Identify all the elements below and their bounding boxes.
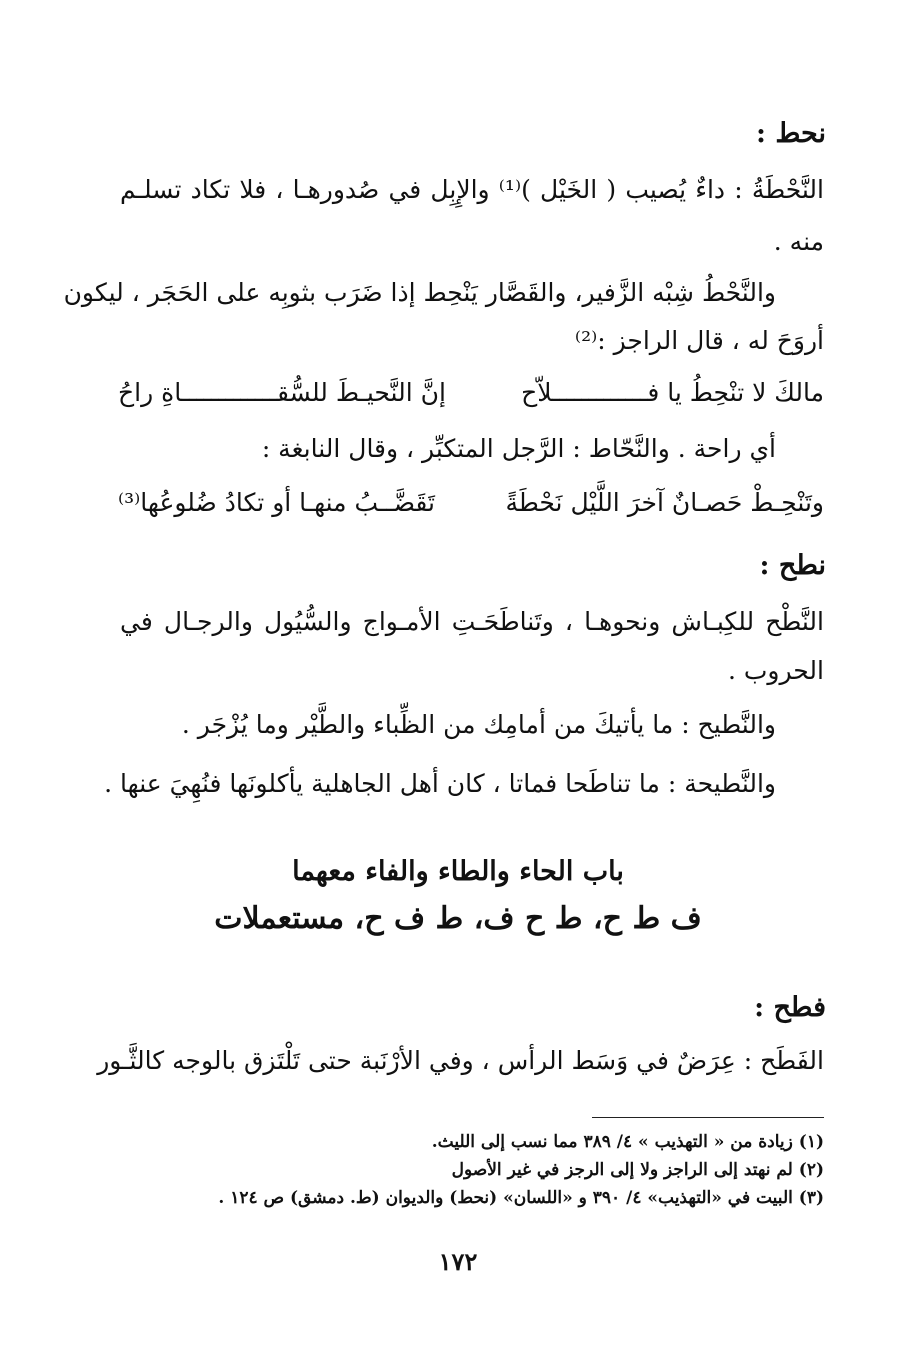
text-line: الفَطَح : عِرَضٌ في وَسَط الرأس ، وفي الأرْنَبة حتى تَلْتَزق بالوجه كالثَّـور xyxy=(97,1046,824,1075)
footnote-2: (٢) لم نهتد إلى الراجز ولا إلى الرجز في غير الأصول xyxy=(451,1160,824,1180)
chapter-title: باب الحاء والطاء والفاء معهما xyxy=(292,856,624,887)
verse-2-hemistich-left: تَقَضَّــبُ منهـا أو تكادُ ضُلوعُها⁽³⁾ xyxy=(118,488,435,517)
text-line: النَّحْطَةُ : داءٌ يُصيب ( الخَيْل )⁽¹⁾ والإِبِل في صُدورهـا ، فلا تكاد تسلـم xyxy=(120,175,824,204)
footnote-rule xyxy=(592,1117,824,1118)
headword-natah: نطح : xyxy=(759,550,826,581)
text-line: أروَحَ له ، قال الراجز :⁽²⁾ xyxy=(574,326,824,355)
page-number: ١٧٢ xyxy=(438,1247,478,1276)
text-line: والنَّحْطُ شِبْه الزَّفير، والقَصَّار يَنْحِط إذا ضَرَب بثوبِه على الحَجَر ، ليكون xyxy=(63,278,776,307)
chapter-subtitle: ف ط ح، ط ح ف، ط ف ح، مستعملات xyxy=(214,901,702,936)
text-line: والنَّطيحة : ما تناطَحا فماتا ، كان أهل الجاهلية يأكلونَها فنُهِيَ عنها . xyxy=(104,769,776,798)
verse-2-hemistich-right: وتَنْحِـطْ حَصـانٌ آخرَ اللَّيْل نَحْطَةً xyxy=(505,488,824,517)
text-line: أي راحة . والنَّحّاط : الرَّجل المتكبِّر ، وقال النابغة : xyxy=(261,434,776,463)
text-line: منه . xyxy=(773,227,824,256)
headword-nahat: نحط : xyxy=(756,118,826,149)
headword-fatah: فطح : xyxy=(754,992,826,1023)
text-line: النَّطْح للكِبـاش ونحوهـا ، وتَناطَحَـتِ الأمـواج والسُّيُول والرجـال في xyxy=(120,607,824,636)
verse-1-hemistich-left: إنَّ النَّحيـطَ للسُّقـــــــــــــاةِ راحُ xyxy=(118,378,446,407)
footnote-3: (٣) البيت في «التهذيب» ٤/ ٣٩٠ و «اللسان» (نحط) والديوان (ط. دمشق) ص ١٢٤ . xyxy=(218,1188,824,1208)
text-line: والنَّطيح : ما يأتيكَ من أمامِك من الظِّباء والطَّيْر وما يُزْجَر . xyxy=(181,710,776,739)
verse-1-hemistich-right: مالكَ لا تنْحِطُ يا فـــــــــــــلاّح xyxy=(521,378,824,407)
footnote-1: (١) زيادة من « التهذيب » ٤/ ٣٨٩ مما نسب إلى الليث. xyxy=(431,1132,824,1152)
text-line: الحروب . xyxy=(728,656,824,685)
